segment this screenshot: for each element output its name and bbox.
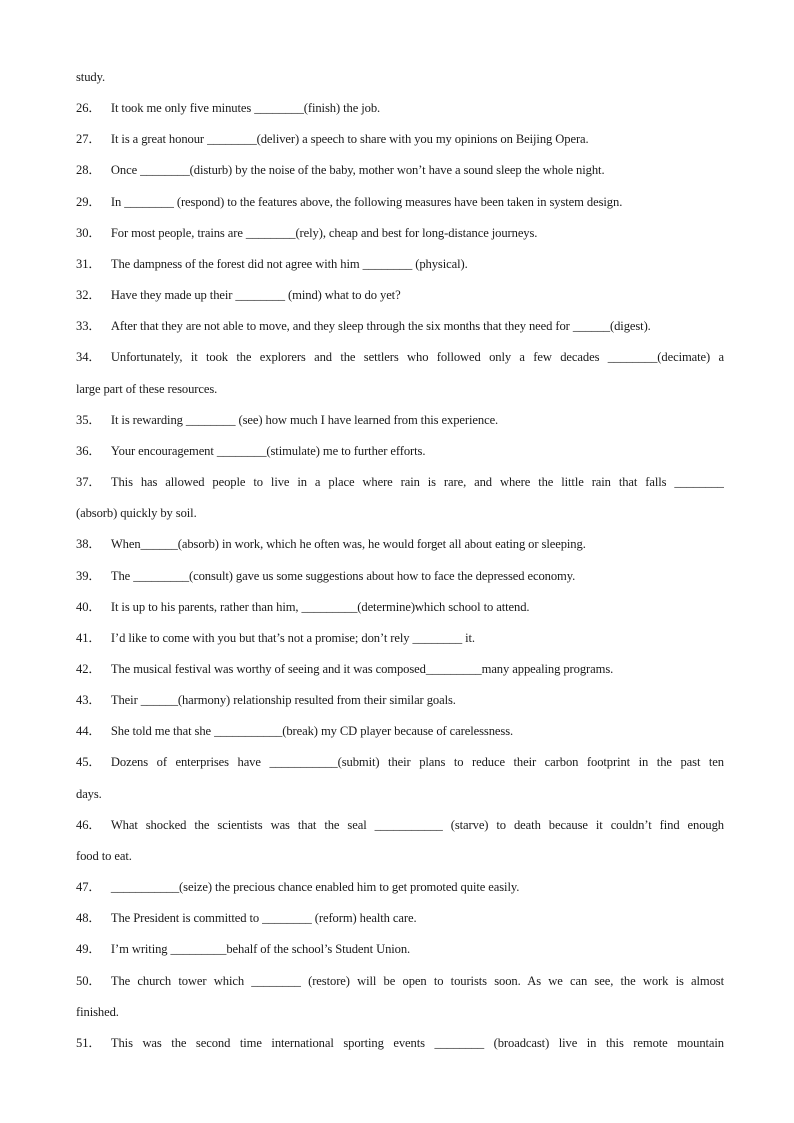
question-line [76, 841, 724, 872]
question-number: 29． [76, 194, 101, 209]
question-line [76, 934, 724, 965]
question-number: 39． [76, 568, 101, 583]
question-text: When______(absorb) in work, which he often was, he would forget all about eating or sleeping. [110, 537, 586, 552]
question-number: 41． [76, 630, 101, 645]
question-text: The musical festival was worthy of seeing and it was composed_________many appealing programs. [110, 661, 614, 676]
question-text: food to eat. [76, 848, 132, 863]
question-number: 50． [76, 973, 101, 988]
question-number: 51． [76, 1035, 101, 1050]
question-line [76, 747, 724, 778]
question-text: I’d like to come with you but that’s not a promise; don’t rely ________ it. [110, 630, 475, 645]
question-text: The church tower which ________ (restore) will be open to tourists soon. As we can see, the work is almost [110, 973, 724, 988]
question-text: This was the second time international sporting events ________ (broadcast) live in this remote mountain [110, 1035, 724, 1050]
question-text: For most people, trains are ________(rely), cheap and best for long-distance journeys. [110, 225, 538, 240]
question-text: In ________ (respond) to the features above, the following measures have been taken in system design. [110, 194, 623, 209]
question-line [76, 872, 724, 903]
question-line [76, 903, 724, 934]
question-line [76, 716, 724, 747]
question-text: study. [76, 70, 106, 84]
question-text: It is a great honour ________(deliver) a speech to share with you my opinions on Beijing Opera. [110, 132, 589, 147]
question-line [76, 436, 724, 467]
question-number: 26． [76, 101, 101, 116]
question-text: The dampness of the forest did not agree with him ________ (physical). [110, 256, 468, 271]
question-line [76, 342, 724, 373]
question-number: 37． [76, 475, 101, 490]
question-text: Dozens of enterprises have ___________(submit) their plans to reduce their carbon footprint in the past ten [110, 755, 724, 770]
question-line [76, 280, 724, 311]
question-line [76, 561, 724, 592]
question-line [76, 810, 724, 841]
question-line [76, 155, 724, 186]
question-text: The _________(consult) gave us some suggestions about how to face the depressed economy. [110, 568, 576, 583]
question-line [76, 685, 724, 716]
question-text: This has allowed people to live in a place where rain is rare, and where the little rain that falls ________ [110, 475, 724, 490]
question-line [76, 529, 724, 560]
question-text: It took me only five minutes ________(finish) the job. [110, 101, 381, 116]
question-line [76, 62, 724, 93]
question-line [76, 187, 724, 218]
question-line [76, 218, 724, 249]
question-text: Your encouragement ________(stimulate) me to further efforts. [110, 443, 426, 458]
question-number: 28． [76, 163, 101, 178]
question-text: It is up to his parents, rather than him, _________(determine)which school to attend. [110, 599, 530, 614]
question-number: 34． [76, 350, 101, 365]
question-text: After that they are not able to move, and they sleep through the six months that they need for ______(digest). [110, 319, 651, 334]
question-text: finished. [76, 1004, 119, 1019]
question-text: ___________(seize) the precious chance enabled him to get promoted quite easily. [110, 880, 520, 895]
question-number: 30． [76, 225, 101, 240]
question-line [76, 467, 724, 498]
question-number: 32． [76, 288, 101, 303]
question-number: 40． [76, 599, 101, 614]
question-number: 35． [76, 412, 101, 427]
question-text: I’m writing _________behalf of the school’s Student Union. [110, 942, 411, 957]
question-text: days. [76, 786, 102, 801]
question-text: It is rewarding ________ (see) how much I have learned from this experience. [110, 412, 499, 427]
question-line [76, 592, 724, 623]
question-number: 36． [76, 443, 101, 458]
question-line [76, 93, 724, 124]
question-text: What shocked the scientists was that the seal ___________ (starve) to death because it couldn’t find enough [110, 817, 724, 832]
question-text: Their ______(harmony) relationship resulted from their similar goals. [110, 693, 456, 708]
question-number: 33． [76, 319, 101, 334]
question-text: The President is committed to ________ (reform) health care. [110, 911, 417, 926]
question-line [76, 311, 724, 342]
question-line [76, 405, 724, 436]
question-text: She told me that she ___________(break) my CD player because of carelessness. [110, 724, 514, 739]
question-text: Have they made up their ________ (mind) what to do yet? [110, 288, 401, 303]
question-line [76, 1028, 724, 1059]
question-line [76, 374, 724, 405]
question-line [76, 966, 724, 997]
question-line [76, 779, 724, 810]
document-page [76, 62, 724, 1059]
question-line [76, 654, 724, 685]
question-number: 31． [76, 256, 101, 271]
question-line [76, 623, 724, 654]
question-number: 46． [76, 817, 101, 832]
question-number: 43． [76, 693, 101, 708]
question-number: 47． [76, 880, 101, 895]
question-text: Once ________(disturb) by the noise of the baby, mother won’t have a sound sleep the whole night. [110, 163, 605, 178]
question-text: large part of these resources. [76, 381, 218, 396]
question-text: Unfortunately, it took the explorers and the settlers who followed only a few decades ________(decimate) a [110, 350, 724, 365]
question-text: (absorb) quickly by soil. [76, 506, 197, 521]
question-line [76, 498, 724, 529]
question-number: 49． [76, 942, 101, 957]
question-number: 42． [76, 661, 101, 676]
question-number: 48． [76, 911, 101, 926]
question-line [76, 997, 724, 1028]
question-number: 38． [76, 537, 101, 552]
question-line [76, 249, 724, 280]
question-number: 27． [76, 132, 101, 147]
question-number: 44． [76, 724, 101, 739]
question-number: 45． [76, 755, 101, 770]
question-line [76, 124, 724, 155]
